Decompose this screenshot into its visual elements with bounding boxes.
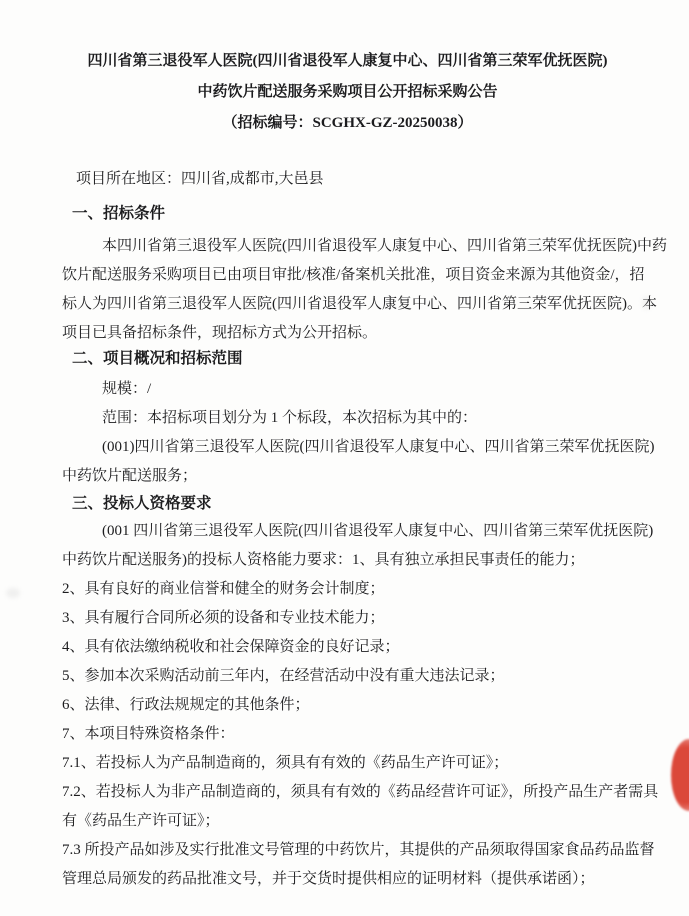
paragraph-line: 5、参加本次采购活动前三年内，在经营活动中没有重大违法记录； bbox=[62, 668, 505, 684]
paragraph-line: 7.3 所投产品如涉及实行批准文号管理的中药饮片，其提供的产品须取得国家食品药品监督 bbox=[62, 842, 655, 858]
paragraph-line: 项目已具备招标条件，现招标方式为公开招标。 bbox=[62, 325, 378, 341]
project-location-line: 项目所在地区：四川省,成都市,大邑县 bbox=[76, 171, 324, 187]
doc-title-line: 中药饮片配送服务采购项目公开招标采购公告 bbox=[197, 84, 498, 100]
paragraph-line: 中药饮片配送服务)的投标人资格能力要求：1、具有独立承担民事责任的能力； bbox=[62, 552, 585, 568]
paragraph-line: 管理总局颁发的药品批准文号，并于交货时提供相应的证明材料（提供承诺函）； bbox=[62, 871, 595, 887]
scan-smudge bbox=[6, 588, 20, 598]
paragraph-line: 2、具有良好的商业信誉和健全的财务会计制度； bbox=[62, 581, 385, 597]
paragraph-line: 标人为四川省第三退役军人医院(四川省退役军人康复中心、四川省第三荣军优抚医院)。本 bbox=[62, 296, 657, 312]
paragraph-line: 本四川省第三退役军人医院(四川省退役军人康复中心、四川省第三荣军优抚医院)中药 bbox=[102, 238, 667, 254]
paragraph-line: (001 四川省第三退役军人医院(四川省退役军人康复中心、四川省第三荣军优抚医院) bbox=[102, 523, 654, 539]
doc-title-line: 四川省第三退役军人医院(四川省退役军人康复中心、四川省第三荣军优抚医院) bbox=[87, 53, 608, 69]
paragraph-line: 7.2、若投标人为非产品制造商的，须具有有效的《药品经营许可证》，所投产品生产者需具 bbox=[62, 784, 659, 800]
paragraph-line: 中药饮片配送服务； bbox=[62, 468, 198, 484]
paragraph-line: 6、法律、行政法规规定的其他条件； bbox=[62, 697, 310, 713]
paragraph-line: 规模：/ bbox=[102, 381, 152, 397]
paragraph-line: 3、具有履行合同所必须的设备和专业技术能力； bbox=[62, 610, 385, 626]
section-heading: 二、项目概况和招标范围 bbox=[72, 350, 243, 367]
section-heading: 三、投标人资格要求 bbox=[72, 495, 212, 512]
doc-title-line: （招标编号：SCGHX-GZ-20250038） bbox=[222, 115, 473, 131]
paragraph-line: 7.1、若投标人为产品制造商的，须具有有效的《药品生产许可证》； bbox=[62, 755, 509, 771]
paragraph-line: 饮片配送服务采购项目已由项目审批/核准/备案机关批准，项目资金来源为其他资金/，招 bbox=[62, 267, 645, 283]
scan-smudge bbox=[642, 296, 651, 310]
section-heading: 一、招标条件 bbox=[72, 205, 166, 222]
paragraph-line: 有《药品生产许可证》； bbox=[62, 813, 220, 829]
paragraph-line: 7、本项目特殊资格条件： bbox=[62, 726, 235, 742]
paragraph-line: 范围：本招标项目划分为 1 个标段，本次招标为其中的： bbox=[102, 410, 478, 426]
paragraph-line: 4、具有依法缴纳税收和社会保障资金的良好记录； bbox=[62, 639, 400, 655]
paragraph-line: (001)四川省第三退役军人医院(四川省退役军人康复中心、四川省第三荣军优抚医院) bbox=[102, 439, 655, 455]
